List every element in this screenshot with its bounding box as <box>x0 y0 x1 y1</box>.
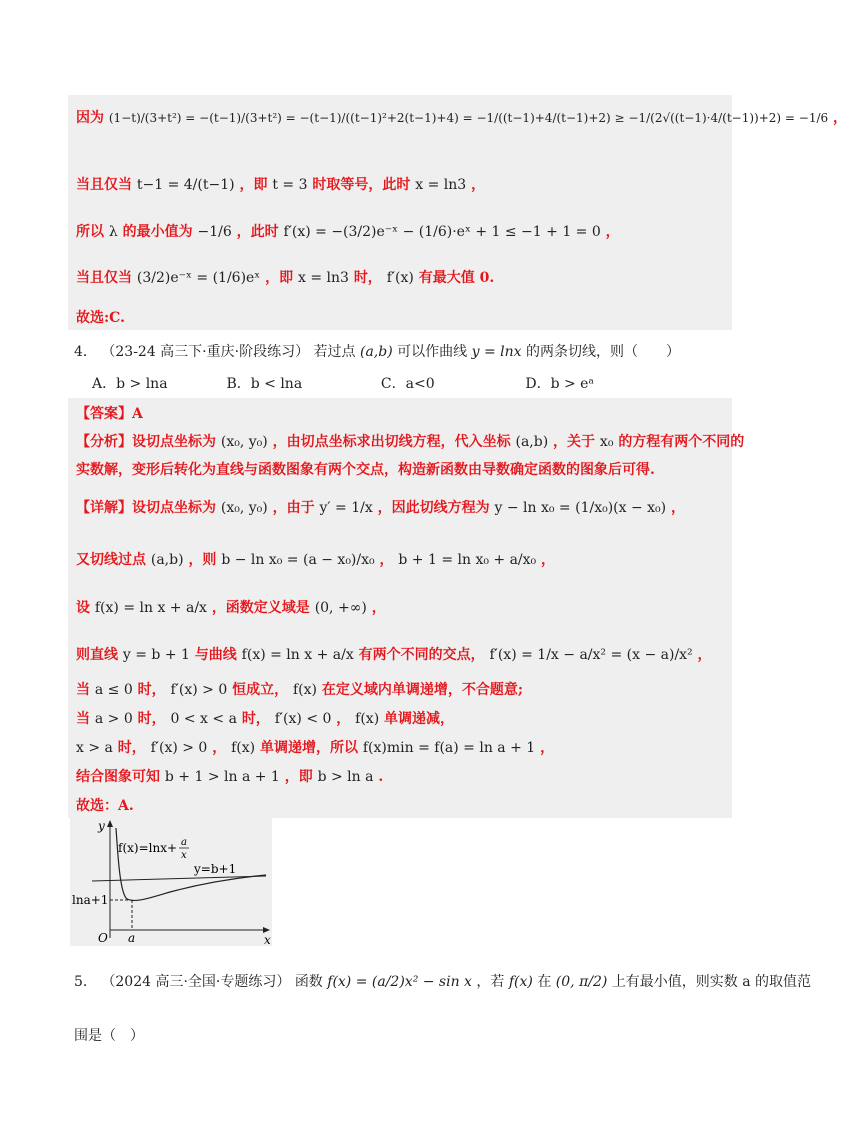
math-expression: (1−t)/(3+t²) = −(t−1)/(3+t²) = −(t−1)/((t−1)²+2(t−1)+4) = −1/((t−1)+4/(t−1)+2) ≥ −1/(2√((t−1)·4/(t−1))+2) = −1/6 <box>108 111 829 125</box>
math: 0 < x < a <box>170 711 237 727</box>
math: f(x) = (a/2)x² − sin x <box>327 974 472 990</box>
text: 的方程有两个不同的 <box>618 434 745 450</box>
text: 的最小值为 <box>122 224 193 240</box>
question-number: 5． <box>74 974 97 990</box>
text: 在定义域内单调递增，不合题意; <box>321 682 524 698</box>
text: ，函数定义域是 <box>211 600 310 616</box>
text: ，此时 <box>236 224 279 240</box>
answer-label: 【答案】 <box>76 406 132 422</box>
text: 上有最小值，则实数 a 的取值范 <box>611 974 812 990</box>
question-4 <box>74 342 680 362</box>
text: 实数解，变形后转化为直线与函数图象有两个交点，构造新函数由导数确定函数的图象后可得. <box>76 462 655 478</box>
math: a > 0 <box>94 711 133 727</box>
analysis-line-1 <box>76 432 744 452</box>
text: 当且仅当 <box>76 177 132 193</box>
text: ，关于 <box>553 434 596 450</box>
math: y′ = 1/x <box>319 500 373 516</box>
detail-line-5 <box>76 680 523 700</box>
text: ， <box>471 177 486 193</box>
math: f(x) = ln x + a/x <box>94 600 207 616</box>
math: (x₀, y₀) <box>220 500 268 516</box>
answer-value: A <box>132 406 143 422</box>
math: f(x)min = f(a) = ln a + 1 <box>362 740 536 756</box>
math: x = ln3 <box>298 270 349 286</box>
text: ， <box>540 740 555 756</box>
text: 当 <box>76 682 90 698</box>
text: 在 <box>537 974 552 990</box>
solution-block-top <box>68 95 732 330</box>
top-line-4 <box>76 268 494 288</box>
text: 的两条切线，则（ ） <box>525 344 680 360</box>
question-source: （2024 高三·全国·专题练习） <box>101 974 291 990</box>
text: 单调递增，所以 <box>259 740 358 756</box>
math: x = ln3 <box>415 177 467 193</box>
math: (a,b) <box>360 344 393 360</box>
question-number: 4． <box>74 344 97 360</box>
text: ，因此切线方程为 <box>377 500 490 516</box>
detail-line-2 <box>76 550 555 570</box>
math: f(x) <box>231 740 256 756</box>
text: 若过点 <box>313 344 356 360</box>
text: ，即 <box>239 177 268 193</box>
math: y − ln x₀ = (1/x₀)(x − x₀) <box>494 500 667 516</box>
line-label: y=b+1 <box>194 862 237 876</box>
analysis-line-2 <box>76 460 655 480</box>
text: 当 <box>76 711 90 727</box>
text: 则直线 <box>76 647 118 663</box>
math: f′(x) = 1/x − a/x² = (x − a)/x² <box>489 647 693 663</box>
math: λ <box>108 224 118 240</box>
text: 因为 <box>76 110 104 126</box>
text: 时， <box>137 711 166 727</box>
math: x > a <box>76 740 113 756</box>
graph-background <box>70 818 272 946</box>
text: 有两个不同的交点， <box>358 647 485 663</box>
math: f(x) = ln x + a/x <box>241 647 354 663</box>
text: ， <box>671 500 685 516</box>
text: ， <box>371 600 386 616</box>
text: ， <box>541 552 556 568</box>
answer-choice: 故选:C. <box>76 310 125 326</box>
math: f′(x) > 0 <box>170 682 228 698</box>
text: 设切点坐标为 <box>132 434 216 450</box>
detail-line-7 <box>76 738 554 758</box>
detail-line-6 <box>76 709 454 729</box>
text: 设切点坐标为 <box>132 500 216 516</box>
detail-line-9 <box>76 796 134 816</box>
text: 时， <box>117 740 146 756</box>
text: 单调递减， <box>384 711 455 727</box>
text: 时， <box>137 682 166 698</box>
text: 有最大值 0. <box>418 270 495 286</box>
text: ，由于 <box>272 500 315 516</box>
math: x₀ <box>599 434 614 450</box>
text: 结合图象可知 <box>76 769 160 785</box>
text: 时， <box>353 270 382 286</box>
text: 设 <box>76 600 90 616</box>
text: 围是（ ） <box>74 1028 144 1044</box>
text: ， <box>605 224 620 240</box>
math: (0, +∞) <box>314 600 367 616</box>
text: ， <box>379 552 394 568</box>
option-d: D．b > eᵃ <box>525 376 594 392</box>
math: b + 1 = ln x₀ + a/x₀ <box>398 552 537 568</box>
text: 与曲线 <box>194 647 237 663</box>
math: f(x) <box>508 974 533 990</box>
answer-line <box>76 404 143 424</box>
math: f(x) <box>292 682 317 698</box>
math: (a,b) <box>150 552 184 568</box>
option-a: A．b > lna <box>92 376 168 392</box>
math: (0, π/2) <box>555 974 608 990</box>
text: . <box>378 769 384 785</box>
math: b > ln a <box>317 769 374 785</box>
curve-label-numerator: a <box>181 837 187 848</box>
math: f′(x) = −(3/2)e⁻ˣ − (1/6)·eˣ + 1 ≤ −1 + 1 = 0 <box>283 224 601 240</box>
question-4-options <box>92 374 594 394</box>
top-line-3 <box>76 222 620 242</box>
math: b + 1 > ln a + 1 <box>164 769 280 785</box>
text: ，若 <box>476 974 505 990</box>
text: ，即 <box>265 270 294 286</box>
option-b: B．b < lna <box>226 376 303 392</box>
a-label: a <box>128 931 136 945</box>
top-line-1 <box>76 108 847 128</box>
text: 时取等号，此时 <box>312 177 411 193</box>
text: 当且仅当 <box>76 270 132 286</box>
origin-label: O <box>98 931 108 945</box>
top-line-2 <box>76 175 485 195</box>
text: ， <box>697 647 712 663</box>
math: y = b + 1 <box>122 647 190 663</box>
detail-label: 【详解】 <box>76 500 132 516</box>
math: (a,b) <box>515 434 549 450</box>
text: ， <box>212 740 227 756</box>
analysis-label: 【分析】 <box>76 434 132 450</box>
detail-line-3 <box>76 598 386 618</box>
detail-line-8 <box>76 767 383 787</box>
text: 时， <box>241 711 270 727</box>
text: 所以 <box>76 224 104 240</box>
math: f′(x) > 0 <box>150 740 208 756</box>
top-line-5 <box>76 308 125 328</box>
x-axis-label: x <box>264 933 271 947</box>
math: −1/6 <box>197 224 232 240</box>
math: f′(x) < 0 <box>274 711 332 727</box>
math: t−1 = 4/(t−1) <box>136 177 235 193</box>
detail-line-4 <box>76 645 712 665</box>
math: b − ln x₀ = (a − x₀)/x₀ <box>221 552 375 568</box>
math: f′(x) <box>386 270 414 286</box>
curve-label-denominator: x <box>181 850 187 861</box>
text: ，即 <box>284 769 313 785</box>
y-axis-label: y <box>98 819 105 833</box>
detail-line-1 <box>76 498 685 518</box>
text: ，则 <box>188 552 217 568</box>
math: f(x) <box>355 711 380 727</box>
text: 恒成立， <box>232 682 289 698</box>
question-5-line-1 <box>74 972 811 992</box>
curve-label: f(x)=lnx+ <box>118 841 178 855</box>
question-5-line-2 <box>74 1026 144 1046</box>
option-c: C．a<0 <box>380 376 435 392</box>
text: ， <box>833 110 847 126</box>
function-graph <box>70 818 272 946</box>
text: ， <box>336 711 351 727</box>
text: ，由切点坐标求出切线方程，代入坐标 <box>272 434 511 450</box>
math: (x₀, y₀) <box>220 434 268 450</box>
answer-choice: 故选：A. <box>76 798 134 814</box>
question-source: （23-24 高三下·重庆·阶段练习） <box>101 344 310 360</box>
math: (3/2)e⁻ˣ = (1/6)eˣ <box>136 270 261 286</box>
math: a ≤ 0 <box>94 682 133 698</box>
math: y = lnx <box>471 344 522 360</box>
math: t = 3 <box>272 177 308 193</box>
text: 可以作曲线 <box>397 344 468 360</box>
text: 又切线过点 <box>76 552 146 568</box>
min-value-label: lna+1 <box>72 893 109 907</box>
text: 函数 <box>294 974 323 990</box>
